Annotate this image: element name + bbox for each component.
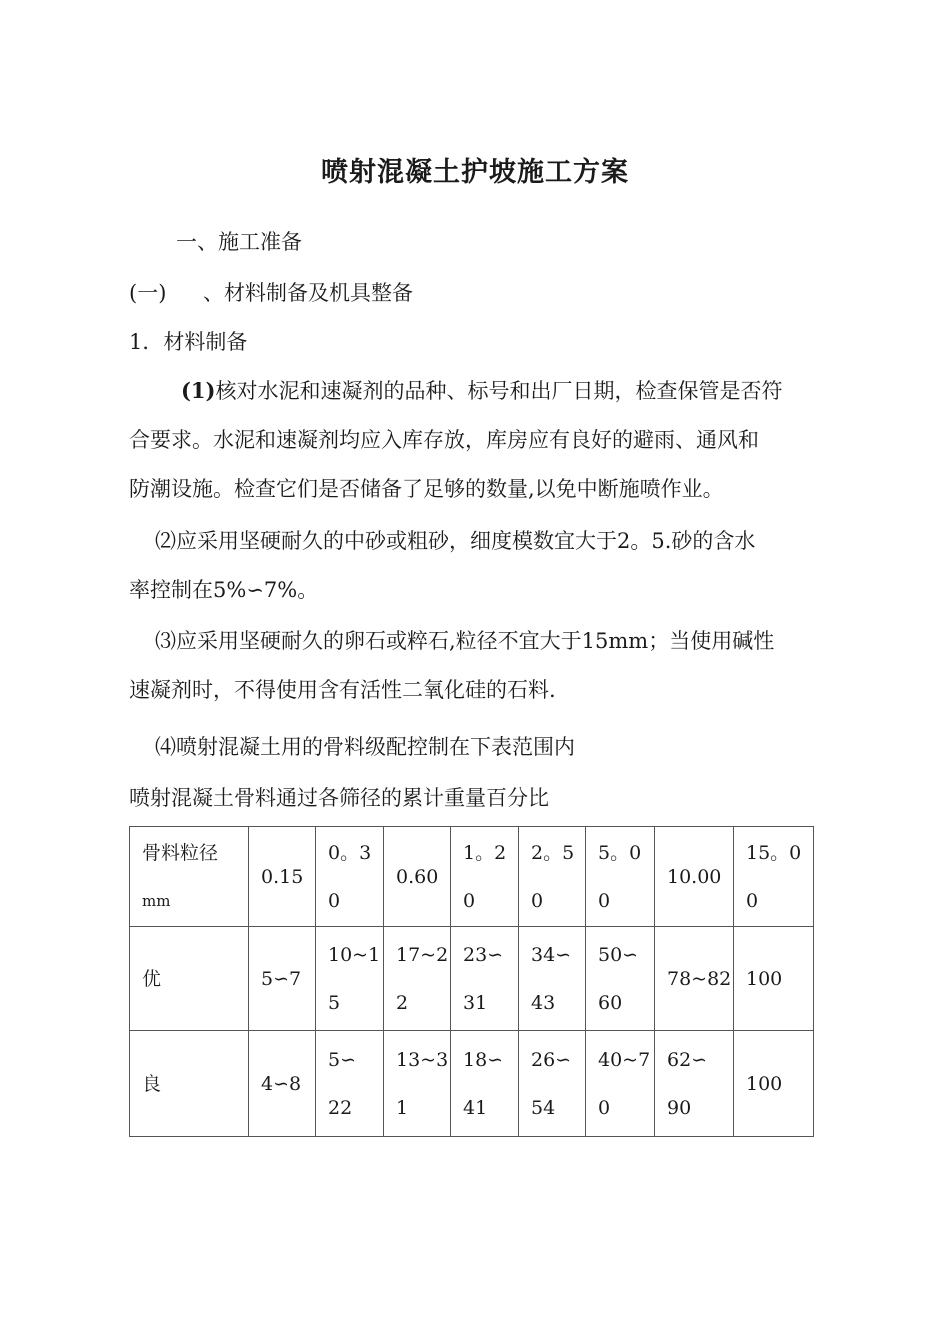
cell-value-cont: 31 [463, 991, 488, 1014]
table-row [130, 927, 814, 1031]
header-sieve-value: 15。0 [746, 841, 802, 864]
table-cell [451, 927, 519, 1031]
table-cell [451, 1031, 519, 1137]
header-sieve-value: 1。2 [463, 841, 507, 864]
table-cell [586, 927, 655, 1031]
paragraph-1-line-2: 合要求。水泥和速凝剂均应入库存放，库房应有良好的避雨、通风和 [129, 428, 759, 452]
table-cell [316, 927, 384, 1031]
header-sieve-value: 10.00 [667, 865, 722, 888]
cell-value-cont: 41 [463, 1096, 488, 1119]
header-sieve-cell [316, 827, 384, 927]
table-cell [655, 1031, 734, 1137]
cell-value: 50∽ [598, 943, 639, 966]
item-heading: 1．材料制备 [129, 330, 248, 354]
table-cell [586, 1031, 655, 1137]
table-caption: 喷射混凝土骨料通过各筛径的累计重量百分比 [129, 786, 549, 810]
header-sieve-cell [519, 827, 586, 927]
table-cell [655, 927, 734, 1031]
paragraph-1-line-1 [181, 376, 782, 406]
row-label-cell [130, 927, 249, 1031]
cell-value: 100 [746, 967, 783, 990]
header-sieve-value: 5。0 [598, 841, 642, 864]
cell-value: 18∽ [463, 1048, 504, 1071]
header-sieve-value-cont: 0 [746, 889, 759, 912]
header-sieve-cell [655, 827, 734, 927]
header-sieve-cell [384, 827, 451, 927]
cell-value-cont: 54 [531, 1096, 556, 1119]
header-sieve-value-cont: 0 [598, 889, 611, 912]
table-cell [734, 1031, 814, 1137]
grading-table [129, 826, 814, 1137]
header-sieve-value-cont: 0 [531, 889, 544, 912]
cell-value: 78~82 [667, 967, 732, 990]
header-unit: mm [142, 891, 171, 910]
paragraph-1-text: 核对水泥和速凝剂的品种、标号和出厂日期，检查保管是否符 [215, 379, 783, 403]
header-label: 骨料粒径 [142, 841, 219, 864]
cell-value-cont: 0 [598, 1096, 611, 1119]
section-heading: 一、施工准备 [176, 230, 302, 254]
table-cell [734, 927, 814, 1031]
paragraph-4: ⑷喷射混凝土用的骨料级配控制在下表范围内 [155, 735, 575, 759]
cell-value-cont: 60 [598, 991, 623, 1014]
cell-value-cont: 43 [531, 991, 556, 1014]
table-row [130, 1031, 814, 1137]
cell-value: 23∽ [463, 943, 504, 966]
subsection-heading: 、材料制备及机具整备 [203, 281, 413, 305]
paragraph-2-line-2: 率控制在5%∽7%。 [129, 578, 319, 602]
cell-value-cont: 5 [328, 991, 341, 1014]
row-label-cell [130, 1031, 249, 1137]
table-cell [519, 927, 586, 1031]
cell-value: 5∽ [328, 1048, 357, 1071]
cell-value: 10~1 [328, 943, 381, 966]
header-sieve-value: 0.60 [396, 865, 439, 888]
cell-value: 34∽ [531, 943, 572, 966]
header-sieve-value-cont: 0 [463, 889, 476, 912]
header-sieve-value: 2。5 [531, 841, 575, 864]
table-cell [384, 927, 451, 1031]
header-sieve-value-cont: 0 [328, 889, 341, 912]
row-label: 优 [142, 967, 162, 990]
table-cell [249, 927, 316, 1031]
header-sieve-cell [451, 827, 519, 927]
header-sieve-value: 0.15 [261, 865, 304, 888]
table-cell [316, 1031, 384, 1137]
table-cell [249, 1031, 316, 1137]
paragraph-1-number: (1) [181, 378, 216, 403]
header-sieve-value: 0。3 [328, 841, 372, 864]
page-title: 喷射混凝土护坡施工方案 [321, 157, 629, 188]
paragraph-2-line-1: ⑵应采用坚硬耐久的中砂或粗砂，细度模数宜大于2。5.砂的含水 [155, 529, 756, 553]
header-sieve-cell [586, 827, 655, 927]
cell-value: 40~7 [598, 1048, 651, 1071]
cell-value: 62∽ [667, 1048, 708, 1071]
paragraph-1-line-3: 防潮设施。检查它们是否储备了足够的数量,以免中断施喷作业。 [129, 477, 724, 501]
cell-value: 4∽8 [261, 1072, 302, 1095]
paragraph-3-line-2: 速凝剂时，不得使用含有活性二氧化硅的石料. [129, 678, 556, 702]
cell-value: 17~2 [396, 943, 449, 966]
cell-value-cont: 22 [328, 1096, 353, 1119]
table-header-row [130, 827, 814, 927]
cell-value-cont: 2 [396, 991, 409, 1014]
cell-value: 26∽ [531, 1048, 572, 1071]
header-sieve-cell [734, 827, 814, 927]
table-cell [384, 1031, 451, 1137]
table-cell [519, 1031, 586, 1137]
row-label: 良 [142, 1072, 162, 1095]
cell-value: 13~3 [396, 1048, 449, 1071]
cell-value: 100 [746, 1072, 783, 1095]
cell-value-cont: 1 [396, 1096, 409, 1119]
header-label-cell [130, 827, 249, 927]
header-sieve-cell [249, 827, 316, 927]
paragraph-3-line-1: ⑶应采用坚硬耐久的卵石或粹石,粒径不宜大于15mm；当使用碱性 [155, 629, 775, 653]
subsection-number: (一) [129, 281, 167, 305]
cell-value-cont: 90 [667, 1096, 692, 1119]
cell-value: 5∽7 [261, 967, 302, 990]
